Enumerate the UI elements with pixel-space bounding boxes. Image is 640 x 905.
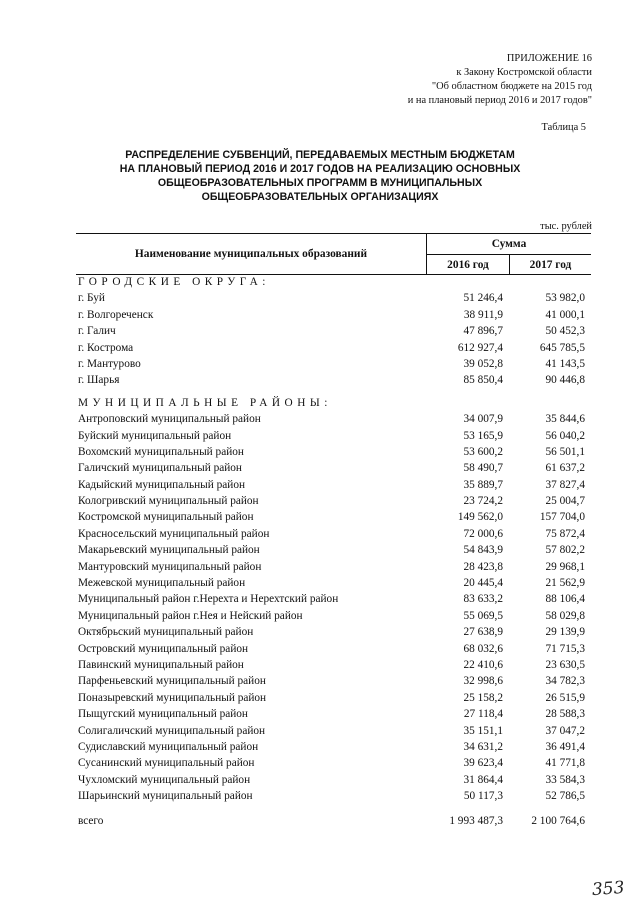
table-row: [78, 356, 598, 372]
table-row: [78, 608, 598, 624]
municipality-name: Вохомский муниципальный район: [78, 445, 244, 458]
table-row: [78, 372, 598, 388]
table-body: [78, 274, 598, 805]
municipality-name: г. Буй: [78, 292, 105, 305]
total-label: всего: [78, 815, 104, 827]
value-2017: 56 501,1: [545, 445, 585, 458]
table-label: Таблица 5: [541, 122, 586, 133]
title-line: ОБЩЕОБРАЗОВАТЕЛЬНЫХ ПРОГРАММ В МУНИЦИПАЛЬНЫХ: [157, 177, 483, 189]
column-header-name: Наименование муниципальных образований: [76, 234, 427, 274]
value-2016: 27 638,9: [463, 626, 503, 639]
value-2017: 61 637,2: [545, 462, 585, 475]
value-2017: 157 704,0: [539, 511, 585, 524]
table-row: [78, 706, 598, 722]
value-2017: 37 047,2: [545, 724, 585, 737]
table-row: [78, 624, 598, 640]
value-2017: 57 802,2: [545, 544, 585, 557]
value-2017: 90 446,8: [545, 374, 585, 387]
document-title: [90, 148, 550, 204]
municipality-name: Шарьинский муниципальный район: [78, 790, 253, 803]
value-2016: 58 490,7: [463, 462, 503, 475]
appendix-line: к Закону Костромской области: [456, 67, 592, 78]
municipality-name: Островский муниципальный район: [78, 642, 249, 655]
municipality-name: Павинский муниципальный район: [78, 658, 244, 671]
section-heading: ГОРОДСКИЕ ОКРУГА:: [78, 276, 270, 288]
municipality-name: г. Кострома: [78, 341, 134, 354]
table-row: [78, 493, 598, 509]
value-2017: 56 040,2: [545, 429, 585, 442]
municipality-name: г. Шарья: [78, 374, 120, 387]
value-2017: 645 785,5: [539, 341, 585, 354]
title-line: РАСПРЕДЕЛЕНИЕ СУБВЕНЦИЙ, ПЕРЕДАВАЕМЫХ МЕСТНЫМ БЮДЖЕТАМ: [125, 149, 515, 161]
value-2017: 88 106,4: [545, 593, 585, 606]
table-row: [78, 673, 598, 689]
value-2016: 38 911,9: [463, 308, 503, 321]
value-2017: 29 968,1: [545, 560, 585, 573]
title-line: НА ПЛАНОВЫЙ ПЕРИОД 2016 И 2017 ГОДОВ НА РЕАЛИЗАЦИЮ ОСНОВНЫХ: [119, 163, 521, 175]
value-2016: 39 052,8: [463, 357, 503, 370]
value-2016: 22 410,6: [463, 658, 503, 671]
municipality-name: Чухломский муниципальный район: [78, 773, 251, 786]
value-2017: 23 630,5: [545, 658, 585, 671]
value-2016: 20 445,4: [463, 577, 503, 590]
units-label: тыс. рублей: [540, 221, 592, 232]
municipality-name: Красносельский муниципальный район: [78, 527, 270, 540]
municipality-name: Парфеньевский муниципальный район: [78, 675, 266, 688]
table-row: [78, 526, 598, 542]
value-2017: 26 515,9: [545, 691, 585, 704]
value-2016: 28 423,8: [463, 560, 503, 573]
value-2016: 34 007,9: [463, 413, 503, 426]
appendix-header: [292, 52, 592, 108]
value-2017: 37 827,4: [545, 478, 585, 491]
value-2017: 58 029,8: [545, 609, 585, 622]
table-row: [78, 575, 598, 591]
table-row: [78, 290, 598, 306]
value-2017: 34 782,3: [545, 675, 585, 688]
municipality-name: г. Волгореченск: [78, 308, 154, 321]
table-row: [78, 657, 598, 673]
value-2016: 53 165,9: [463, 429, 503, 442]
municipality-name: Костромской муниципальный район: [78, 511, 254, 524]
value-2016: 23 724,2: [463, 495, 503, 508]
value-2017: 50 452,3: [545, 325, 585, 338]
municipality-name: Мантуровский муниципальный район: [78, 560, 262, 573]
table-row: [78, 477, 598, 493]
value-2017: 36 491,4: [545, 740, 585, 753]
municipality-name: Муниципальный район г.Нея и Нейский район: [78, 609, 303, 622]
municipality-name: Поназыревский муниципальный район: [78, 691, 267, 704]
table-row: [78, 428, 598, 444]
table-header: [76, 233, 591, 275]
value-2016: 47 896,7: [463, 325, 503, 338]
value-2016: 51 246,4: [463, 292, 503, 305]
value-2016: 149 562,0: [457, 511, 503, 524]
column-header-2017: 2017 год: [529, 258, 572, 271]
municipality-name: г. Мантурово: [78, 357, 141, 370]
value-2017: 41 771,8: [545, 757, 585, 770]
municipality-name: Буйский муниципальный район: [78, 429, 232, 442]
municipality-name: Кадыйский муниципальный район: [78, 478, 246, 491]
value-2017: 52 786,5: [545, 790, 585, 803]
value-2017: 28 588,3: [545, 708, 585, 721]
value-2016: 31 864,4: [463, 773, 503, 786]
value-2016: 50 117,3: [463, 790, 503, 803]
value-2016: 612 927,4: [457, 341, 503, 354]
table-row: [78, 542, 598, 558]
value-2016: 35 889,7: [463, 478, 503, 491]
appendix-line: ПРИЛОЖЕНИЕ 16: [506, 53, 592, 64]
table-row: [78, 411, 598, 427]
value-2017: 21 562,9: [545, 577, 585, 590]
column-header-2016: 2016 год: [427, 255, 510, 274]
title-line: ОБЩЕОБРАЗОВАТЕЛЬНЫХ ОРГАНИЗАЦИЯХ: [201, 191, 439, 203]
table-row: [78, 323, 598, 339]
total-2017: 2 100 764,6: [531, 815, 585, 827]
municipality-name: Макарьевский муниципальный район: [78, 544, 260, 557]
table-row: [78, 559, 598, 575]
value-2017: 41 143,5: [545, 357, 585, 370]
municipality-name: Сусанинский муниципальный район: [78, 757, 255, 770]
municipality-name: Октябрьский муниципальный район: [78, 626, 254, 639]
value-2017: 41 000,1: [545, 308, 585, 321]
table-row: [78, 509, 598, 525]
appendix-line: "Об областном бюджете на 2015 год: [431, 81, 592, 92]
table-row: [78, 460, 598, 476]
value-2016: 35 151,1: [463, 724, 503, 737]
value-2016: 39 623,4: [463, 757, 503, 770]
table-row: [78, 739, 598, 755]
section-heading: МУНИЦИПАЛЬНЫЕ РАЙОНЫ:: [78, 396, 332, 409]
municipality-name: Судиславский муниципальный район: [78, 740, 259, 753]
table-row: [78, 307, 598, 323]
value-2017: 33 584,3: [545, 773, 585, 786]
municipality-name: Муниципальный район г.Нерехта и Нерехтский район: [78, 593, 339, 606]
municipality-name: Солигаличский муниципальный район: [78, 724, 266, 737]
table-row: [78, 755, 598, 771]
municipality-name: Пыщугский муниципальный район: [78, 708, 248, 721]
value-2016: 83 633,2: [463, 593, 503, 606]
value-2016: 27 118,4: [463, 708, 503, 721]
table-row: [78, 772, 598, 788]
value-2016: 32 998,6: [463, 675, 503, 688]
municipality-name: Кологривский муниципальный район: [78, 495, 259, 508]
table-row: [78, 641, 598, 657]
value-2016: 72 000,6: [463, 527, 503, 540]
table-row: [78, 690, 598, 706]
value-2016: 54 843,9: [463, 544, 503, 557]
table-row: [78, 340, 598, 356]
table-row: [78, 723, 598, 739]
appendix-line: и на плановый период 2016 и 2017 годов": [407, 95, 592, 106]
municipality-name: г. Галич: [78, 325, 116, 338]
table-row: [78, 444, 598, 460]
value-2017: 53 982,0: [545, 292, 585, 305]
value-2017: 25 004,7: [545, 495, 585, 508]
page-number: 353: [590, 877, 625, 901]
municipality-name: Межевской муниципальный район: [78, 577, 246, 590]
value-2016: 68 032,6: [463, 642, 503, 655]
value-2017: 35 844,6: [545, 413, 585, 426]
total-row: [78, 813, 598, 829]
municipality-name: Антроповский муниципальный район: [78, 413, 261, 426]
table-row: [78, 788, 598, 804]
value-2016: 53 600,2: [463, 445, 503, 458]
table-row: [78, 591, 598, 607]
value-2017: 71 715,3: [545, 642, 585, 655]
municipality-name: Галичский муниципальный район: [78, 462, 242, 475]
value-2017: 29 139,9: [545, 626, 585, 639]
value-2016: 55 069,5: [463, 609, 503, 622]
value-2017: 75 872,4: [545, 527, 585, 540]
value-2016: 34 631,2: [463, 740, 503, 753]
column-header-sum: Сумма: [427, 234, 591, 255]
value-2016: 25 158,2: [463, 691, 503, 704]
value-2016: 85 850,4: [463, 374, 503, 387]
total-2016: 1 993 487,3: [449, 815, 503, 827]
